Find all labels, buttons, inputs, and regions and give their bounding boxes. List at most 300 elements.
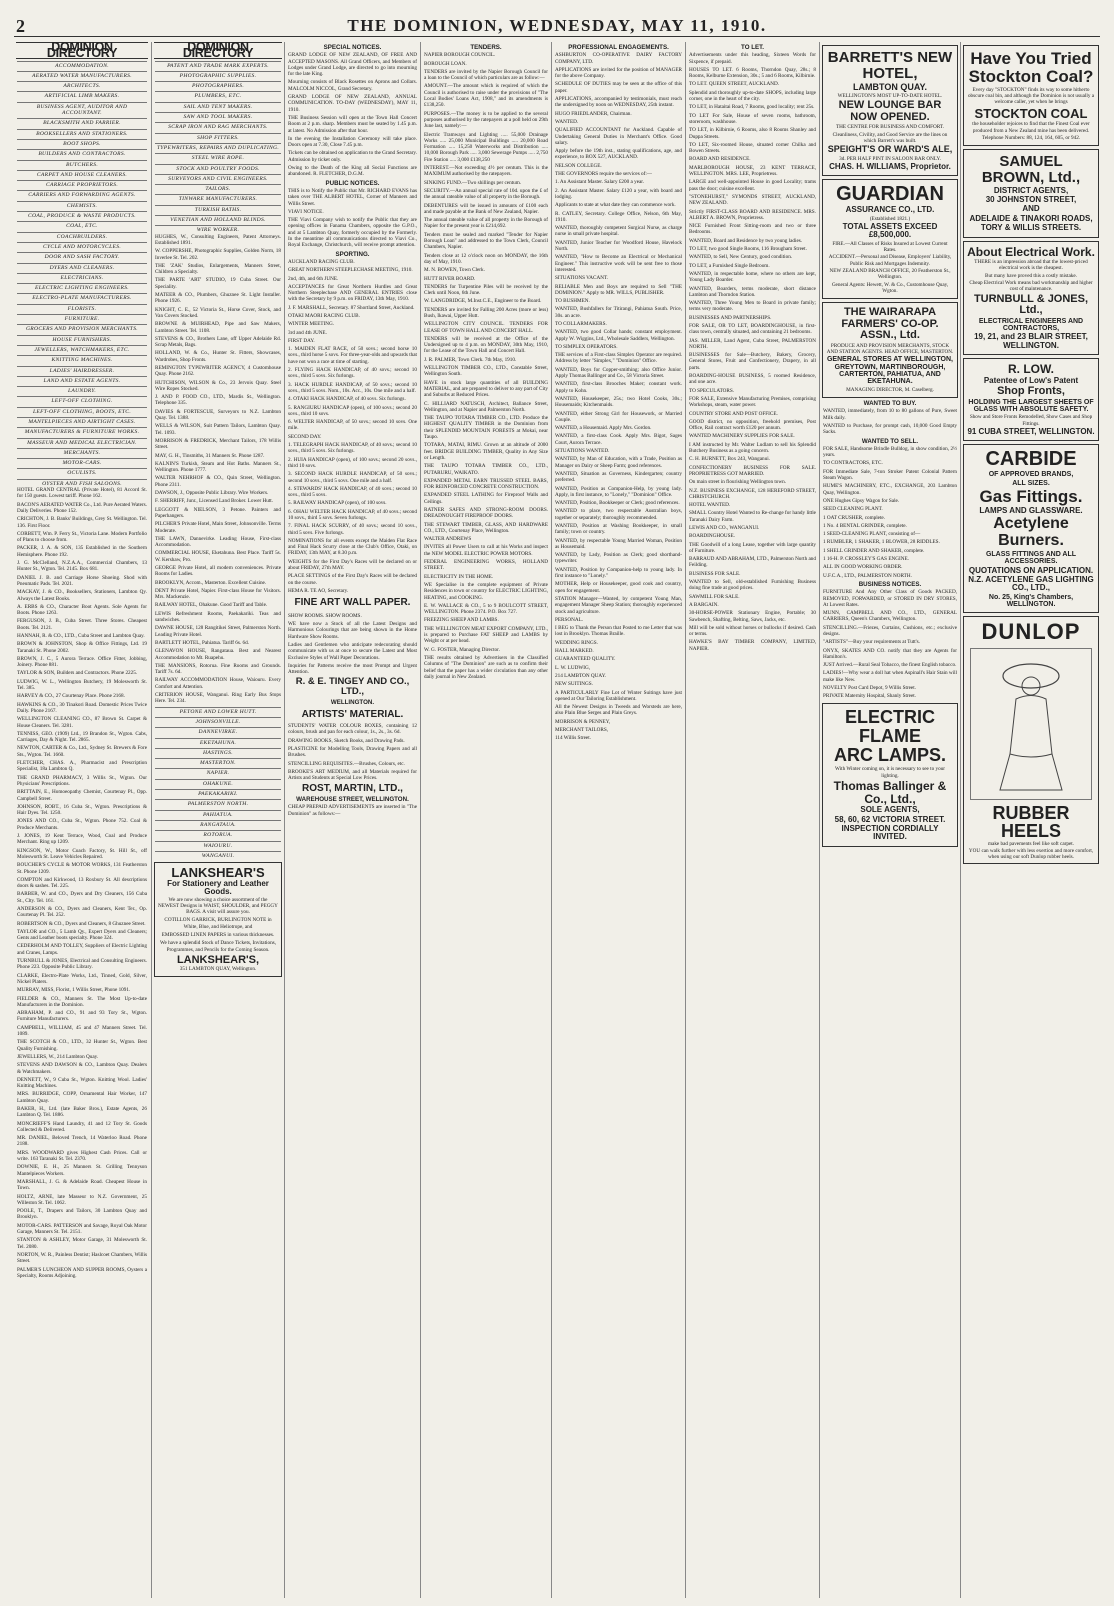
carbide-line: CARBIDE [985, 448, 1077, 471]
low-line: 91 CUBA STREET, WELLINGTON. [967, 427, 1095, 437]
tender-paragraph: M. N. BOWEN, Town Clerk. [424, 267, 485, 274]
directory-category: PLUMBERS, ETC. [155, 91, 281, 99]
directory-listing: BROWNE & MUIRHEAD, Pipe and Saw Makers, Lambton Street. Tel. 1108. [155, 321, 281, 334]
engagement-paragraph: TO BUSHMEN. [555, 298, 590, 305]
directory-category: DOOR AND SASH FACTORY. [17, 252, 147, 260]
tender-paragraph: WELLINGTON CITY COUNCIL. TENDERS FOR LEASE OF TOWN HALL AND CONCERT HALL. [424, 321, 548, 334]
carbide-line: No. 25, King's Chambers, WELLINGTON. [988, 593, 1074, 609]
town-section: OHAKUNE. [155, 779, 281, 787]
engagement-paragraph: TO COLLARMAKERS. [555, 320, 607, 327]
column-notices [284, 42, 420, 1598]
special-notice: In the evening the Installation Ceremony will take place. Doors open at 7.30, Close 7.45 p.m. [288, 135, 417, 149]
directory-listing: THE MANSIONS, Rotorua. Fine Rooms and Grounds. Tariff 7s. 6d. [155, 662, 281, 676]
special-notices-title: SPECIAL NOTICES. [323, 44, 382, 51]
directory-listing: WELLS & WILSON, Suit Pattern Tailors, Lambton Quay. Tel. 1093. [155, 423, 281, 436]
masthead [14, 16, 1100, 37]
to-let-paragraph: BUSINESSES for Sale—Butchery, Bakery, Grocery, General Stores, Fruit and Confectionery, Drapery, in all parts. [689, 352, 816, 371]
to-let-title: TO LET. [741, 44, 764, 51]
directory-listing: RAILWAY HOTEL, Ohakune. Good Tariff and Table. [155, 602, 268, 609]
special-notice: GRAND LODGE OF NEW ZEALAND, OF FREE AND ACCEPTED MASONS. All Grand Officers, and Members of Lodges under Grand Lodge, are directed to go into mourning for the late King. [288, 52, 417, 78]
otaki-line: SECOND DAY. [288, 433, 322, 440]
directory-listing: THE LAWN, Dannevirke. Leading House, First-class Accommodation. [155, 535, 281, 549]
wairarapa-line: PRODUCE AND PROVISION MERCHANTS, STOCK AND STATION AGENTS. HEAD OFFICE, MASTERTON. [826, 342, 954, 356]
to-let-paragraph: Advertisements under this heading, Sixteen Words for Sixpence, if prepaid. [689, 52, 816, 65]
directory-listing: ANDERSON & CO., Dyers and Cleaners, Kent Ter., Op. Courtenay Pl. Tel. 252. [17, 905, 147, 919]
tender-paragraph: The annual rateable value of all property in the Borough of Napier for the present year is £214,692. [424, 217, 548, 230]
directory-listing: ABRAHAM, P. and CO., 91 and 93 Tory St., Wgton. Furniture Manufacturers. [17, 1010, 147, 1023]
barretts-line: CHAS. H. WILLIAMS, Proprietor. [829, 161, 951, 171]
engagement-paragraph: TO SIMPLEX OPERATORS. [555, 343, 618, 350]
wanted-to-sell-item: 1 SEED-CLEANING PLANT, consisting of— [823, 531, 921, 538]
engagement-paragraph: HALL MARKED. [555, 648, 594, 655]
electric-flame-line: INSPECTION CORDIALLY INVITED. [841, 823, 939, 842]
lady-illustration [970, 648, 1092, 800]
directory-listing: HARVEY & CO., 27 Courtenay Place. Phone 2168. [17, 693, 125, 700]
special-notice: THE Business Session will open at the Town Hall Concert Room at 2 p.m. sharp. Members must be seated by 1.45 p.m. at latest. No Admission after that hour. [288, 114, 417, 134]
directory-listing: W. COPPERSHE, Photographic Supplies, Golden Norm, 18 Inverlee St. Tel. 202. [155, 248, 281, 261]
to-let-paragraph: TO SPECULATORS. [689, 387, 735, 394]
directory-listing: CEDERHOLM AND TOLLEY, Suppliers of Electric Lighting and Cranes, Lamps. [17, 943, 147, 956]
guardian-line: ASSURANCE CO., LTD. [845, 205, 935, 215]
directory-category: FLORISTS. [17, 304, 147, 312]
directory-listing: FLETCHER, CHAS. A., Pharmacist and Prescription Specialist, 18a Lambton Q. [17, 760, 147, 773]
to-let-paragraph: I AM instructed by Mr. Walter Ludlam to sell his Splendid Butchery Business as a going concern. [689, 441, 816, 455]
engagement-paragraph: NEW SUITINGS. [555, 681, 593, 688]
to-let-paragraph: THE Goodwill of a long Lease, together with large quantity of Furniture. [689, 541, 816, 554]
directory-listing: TENNISS, GEO. (1909) Ltd., 19 Brandon St., Wgton. Cabs, Carriages, Day & Night. Tel. 2865. [17, 730, 147, 744]
dunlop-title: DUNLOP [981, 619, 1081, 645]
directory-listing: MR. DANIEL, Beloved Trench, 14 Waterloo Road. Phone 2188. [17, 1135, 147, 1148]
business-notice: LADIES!—Why wear a doll hat when Aspinall's Hair Stain will make like New. [823, 670, 957, 683]
directory-category: TYPEWRITERS, REPAIRS AND DUPLICATING. [156, 144, 280, 151]
low-line: R. LOW. [1008, 362, 1054, 377]
directory-listings-2 [152, 234, 284, 705]
directory-categories-2 [152, 61, 284, 234]
tender-paragraph: RATNER SAFES AND STRONG-ROOM DOORS. DREADNOUGHT FIREPROOF DOORS. [424, 507, 548, 520]
wanted-to-buy-item: WANTED, immediately, from 10 to 80 gallons of Pure, Sweet Milk daily. [823, 408, 957, 421]
directory-listing: DOWNIE, E. H., 25 Manners St. Grilling Tennyson Mantelpieces Workers. [17, 1164, 147, 1177]
directory-category: BUILDERS AND CONTRACTORS. [17, 149, 147, 157]
engagement-paragraph: WANTED, first-class Brooches Maker; constant work. Apply to Kohn. [555, 381, 682, 394]
directory-listing: TURNBULL & JONES, Electrical and Consulting Engineers. Phone 223. Opposite Public Library. [17, 958, 147, 971]
directory-category: BUTCHERS. [17, 160, 147, 168]
tender-paragraph: SECURITY.—An annual special rate of 10d. upon the £ of the annual rateable value of all property in the Borough. [424, 187, 548, 201]
samuel-brown-ad [963, 149, 1099, 237]
engagement-paragraph: MORRISON & PENNEY, [555, 718, 611, 725]
directory-listing: DENT Private Hotel, Napier. First-class House for Visitors. Mrs. Mackenzie. [155, 587, 281, 601]
engagement-paragraph: APPLICATIONS are invited for the position of MANAGER for the above Company. [555, 66, 682, 80]
directory-listing: FERGUSON, J. B., Cuba Street. Three Stores. Cheapest Boots. Tel. 2121. [17, 618, 147, 631]
samuel-brown-line: AND [1022, 204, 1040, 214]
directory-category: SURVEYORS AND CIVIL ENGINEERS. [155, 174, 281, 182]
business-notice: "ARTISTS"—Buy your requirements at Tutt's. [823, 639, 920, 646]
directory-listing: HUTCHISON, WILSON & Co., 23 Jervois Quay. Steel Wire Ropes Stocked. [155, 379, 281, 392]
directory-listing: DAWSON, J., Opposite Public Library. Wire Workers. [155, 490, 269, 497]
engagement-paragraph: PERSONAL. [555, 616, 584, 623]
engagement-paragraph: WANTED, by respectable Young Married Woman, Position as Housemaid. [555, 537, 682, 550]
directory-listing: NORTON, W. R., Painless Dentist; Haslcoet Chambers, Willis Street. [17, 1251, 147, 1265]
lankshear-item: COTILLON GARRICK, BURLINGTON NOTE in White, Blue, and Heliotrope, and [164, 917, 272, 930]
directory-listing: J. AND P. FOOD CO., LTD., Mardis St., Wellington. Telephone 335. [155, 394, 281, 407]
stockton-coal-ad [963, 45, 1099, 146]
tender-paragraph: E. W. WALLACE & CO., 5 to 9 BOULCOTT STREET, WELLINGTON. Phone 2374. P.O. Box 727. [424, 602, 548, 616]
engagement-paragraph: 1. An Assistant Master. Salary £200 a year. [555, 179, 645, 186]
directory-category: COAL, PRODUCE & WASTE PRODUCTS. [17, 211, 147, 219]
tender-paragraph: W. LANGDRIDGE, M.Inst.C.E., Engineer to the Board. [424, 298, 542, 305]
tender-paragraph: HUTT RIVER BOARD. [424, 275, 476, 282]
directory-listing: MRS. BURRIDGE, COPP, Ornamental Hair Worker, 147 Lambton Quay. [17, 1091, 147, 1104]
engagement-paragraph: THE services of a First-class Simplex Operator are required. Address by letter "Simplex," "Dominion" Office. [555, 352, 682, 365]
engagement-paragraph: WANTED, a Housemaid. Apply Mrs. Gordon. [555, 425, 652, 432]
engagement-paragraph: MOTHER, Help or Housekeeper, good cook and country, open for engagement. [555, 581, 682, 594]
directory-category: PHOTOGRAPHIC SUPPLIES. [155, 71, 281, 79]
to-let-paragraph: CONFECTIONERY BUSINESS FOR SALE. PROPRIETRESS GOT MARRIED. [689, 464, 816, 477]
directory-listing: TAYLOR & SON, Builders and Contractors. Phone 2225. [17, 670, 138, 677]
samuel-brown-line: SAMUEL BROWN, Ltd., [981, 153, 1081, 186]
directory-category: TINWARE MANUFACTURERS. [155, 194, 281, 202]
engagement-paragraph: WANTED, Position, Bookkeeper or Clerk; good references. [555, 500, 680, 507]
to-let-paragraph: TO LET. QUEEN STREET, AUCKLAND. [689, 81, 780, 88]
tenders-title: TENDERS. [470, 44, 502, 51]
directory-listing: WALTER NEHRHOF & CO., Quin Street, Wellington. Phone 2311. [155, 475, 281, 488]
otaki-line: 2. HUIA HANDICAP (open), of 100 sovs.; second 20 sovs., third 10 sovs. [288, 456, 417, 469]
directory-listing: KALNIN'S Turkish, Steam and Hot Baths. Manners St., Wellington. Phone 1777. [155, 460, 281, 474]
engagement-paragraph: WANTED, thoroughly competent Surgical Nurse, as charge nurse in small private hospital. [555, 225, 682, 238]
fine-art-title: FINE ART WALL PAPER. [294, 597, 411, 609]
directory-listing: LUDWIG, W. L., Wellington Butchery, 19 Molesworth St. Tel. 385. [17, 678, 147, 692]
otaki-line: 4. OTAKI HACK HANDICAP, of 40 sovs. Six furlongs. [288, 396, 406, 403]
directory-category: LAND AND ESTATE AGENTS. [17, 376, 147, 384]
tender-paragraph: AMOUNT.—The amount which is required of which the Council is authorised to raise under the provisions of "The Local Bodies' Loans Act, 1908," and its amendments is £138,250. [424, 83, 548, 109]
engagement-paragraph: WANTED to place, two respectable Australian boys, together or separately; thoroughly recommended. [555, 508, 682, 521]
lankshear-tagline: For Stationery and Leather Goods. [167, 878, 269, 897]
guardian-assurance-ad [822, 179, 958, 299]
special-notice: Mourning consists of Black Rosettes on Aprons and Collars. MALCOLM NICCOL, Grand Secretary. [288, 79, 417, 92]
directory-category: AERATED WATER MANUFACTURERS. [17, 71, 147, 79]
electrical-line: TURNBULL & JONES, Ltd., [973, 292, 1089, 317]
directory-listing: CORBETT, Wm. P. Ferry St., Victoria Lane. Modern Portfolio of Plans to choose from. [17, 530, 147, 544]
directory-listing: MORRISON & FREDRICK, Merchant Tailors, 178 Willis Street. [155, 437, 281, 451]
guardian-line: FIRE.—All Classes of Risks Insured at Lowest Current Rates. [832, 240, 948, 254]
column-to-let [685, 42, 819, 1598]
directory-category: SHOP FITTERS. [155, 133, 281, 141]
tender-paragraph: THE TAUPO TOTARA TIMBER CO., LTD. Produce the HIGHEST QUALITY TIMBER in the Dominion from their SPLENDID MOUNTAIN FORESTS at Mokai, near Taupo. [424, 415, 548, 441]
otaki-line: PLACE SETTINGS of the First Day's Races will be declared on the course. [288, 573, 417, 586]
to-let-paragraph: COUNTRY STORE AND POST OFFICE. [689, 410, 778, 417]
professional-title: PROFESSIONAL ENGAGEMENTS. [568, 44, 669, 51]
carbide-ad [963, 444, 1099, 613]
directory-category: BOOT SHOPS. [17, 139, 147, 147]
directory-listing: PALMER'S LUNCHEON AND SUPPER ROOMS, Oysters a Specialty, Rooms Adjoining. [17, 1266, 147, 1279]
directory-category: LEFT-OFF CLOTHING. [17, 396, 147, 404]
engagement-paragraph: 2. An Assistant Master. Salary £120 a year, with board and lodging. [555, 187, 682, 200]
special-notice: Tickets can be obtained on application to the Grand Secretary. Admission by ticket only. [288, 150, 417, 163]
directory-listing: MONCRIEFF'S Hand Laundry, 41 and 12 Tory St. Goods Collected & Delivered. [17, 1120, 147, 1133]
auckland-line: J. F. MARSHALL, Secretary. 87 Shortland Street, Auckland. [288, 304, 415, 311]
electrical-line: ELECTRICAL ENGINEERS AND CONTRACTORS, [978, 317, 1084, 333]
otaki-line: 3. SECOND HACK HURDLE HANDICAP, of 50 sovs.; second 10 sovs., third 5 sovs. One mile and a half. [288, 471, 417, 484]
special-notices [285, 52, 420, 177]
tender-paragraph: INVITES all Power Users to call at his Works and inspect the NEW MODEL ELECTRIC POWER MOTORS. [424, 544, 548, 557]
directory-category: PHOTOGRAPHERS. [155, 81, 281, 89]
otaki-line: OTAKI MAORI RACING CLUB. [288, 312, 360, 319]
engagement-paragraph: All the Newest Designs in Tweeds and Worsteds are here, also Plain Blue Serges and Plain Greys. [555, 704, 682, 717]
business-notice: MUNN, CAMPBELL AND CO., LTD., GENERAL CARRIERS, Queen's Chambers, Wellington. [823, 610, 957, 623]
auckland-line: 2nd, 4th, and 6th JUNE. [288, 275, 339, 282]
business-notices-text [820, 589, 960, 699]
engagement-paragraph: L. W. LUDWIG, [555, 664, 591, 671]
engagement-paragraph: WANTED, by Lady, Position as Clerk; good shorthand-typewriter. [555, 552, 682, 565]
tenders-text [421, 52, 551, 680]
tingey-city: WELLINGTON. [330, 699, 375, 707]
directory-listing: BRITTAIN, E., Homoeopathy Chemist, Courtenay Pl., Opp. Campbell Street. [17, 789, 147, 802]
barretts-line: SPEIGHT'S OR WARD'S ALE, [827, 144, 953, 155]
directory-listing: GLENAVON HOUSE, Rangataua. Best and Nearest Accommodation to Mt. Ruapehu. [155, 648, 281, 661]
town-section: WANGANUI. [155, 851, 281, 859]
directory-listing: THE PARTE 'ART' STUDIO, 19 Cuba Street. Our Speciality. [155, 277, 281, 290]
low-line: Show and Store Fronts Remodelled, Show Cases and Shop Fittings. [969, 414, 1093, 427]
business-notice: JUST Arrived.—Rural Seal Tobacco, the finest English tobacco. [823, 662, 957, 669]
stockton-line: Have You Tried Stockton Coal? [968, 49, 1094, 86]
otaki-line: 1. TELEGRAPH HACK HANDICAP, of 40 sovs.; second 10 sovs., third 5 sovs. Six furlongs. [288, 442, 417, 455]
directory-category: MOTOR-CARS. [17, 458, 147, 466]
engagement-paragraph: 214 LAMBTON QUAY. [555, 672, 607, 679]
samuel-brown-line: 30 JOHNSTON STREET, [985, 195, 1077, 204]
directory-listing: CAMPBELL, WILLIAM, 45 and 47 Manners Street. Tel. 1089. [17, 1024, 147, 1038]
otaki-line: HEMA R. TE AO, Secretary. [288, 587, 349, 594]
tender-paragraph: Tenders must be sealed and marked "Tender for Napier Borough Loan" and addressed to the Town Clerk, Council Chambers, Napier. [424, 231, 548, 251]
to-let-paragraph: FOR SALE, OR TO LET, BOARDINGHOUSE, in first-class town, centrally situated, and containing 21 bedrooms. [689, 322, 816, 336]
tender-paragraph: ELECTRICITY IN THE HOME. [424, 573, 494, 580]
samuel-brown-line: DISTRICT AGENTS, [993, 185, 1069, 195]
to-let-paragraph: WANTED, to Sell, New Century, good condition. [689, 254, 793, 261]
to-let-paragraph: BOARDINGHOUSE. [689, 533, 735, 540]
directory-listing: MATEER & CO., Plumbers, Ghuznee St. Light Installer. Phone 1926. [155, 292, 281, 305]
directory-listing: THE GRAND PHARMACY, 3 Willis St., Wgton. Our Physicians' Prescriptions. [17, 774, 147, 787]
town-section: RANGATAUA. [155, 820, 281, 828]
artists-line: BROOKE'S ART MEDIUM, and all Materials required for Artists and Students at Special Low Prices. [288, 768, 417, 782]
directory-category: BOOKSELLERS AND STATIONERS. [17, 129, 147, 137]
engagement-paragraph: APPLICATIONS, accompanied by testimonials, must reach the undersigned by noon on WEDNESDAY, 25th instant. [555, 96, 682, 109]
to-let-paragraph: BUSINESS FOR SALE. [689, 570, 741, 577]
wanted-to-sell-item: ONE Hughes Gipsy Wagon for Sale. [823, 497, 900, 504]
newspaper-title: THE DOMINION, WEDNESDAY, MAY 11, 1910. [347, 16, 767, 35]
directory-categories [14, 61, 150, 487]
carbide-line: ALL SIZES. [1012, 479, 1050, 487]
guardian-line: GUARDIAN [836, 183, 944, 206]
directory-category: MANUFACTURERS & FURNITURE WORKS. [17, 427, 147, 435]
lankshear-items [158, 897, 278, 953]
otaki-line: FIRST DAY. [288, 337, 315, 344]
directory-category: WIRE WORKER. [155, 225, 281, 233]
barretts-line: WELLINGTON'S MOST UP-TO-DATE HOTEL. [837, 92, 943, 99]
engagement-paragraph: QUALIFIED ACCOUNTANT for Auckland. Capable of Undertaking General Duties in Merchant's Office. Good salary. [555, 127, 682, 146]
to-let-paragraph: BUSINESSES AND PARTNERSHIPS. [689, 314, 772, 321]
engagement-paragraph: WANTED, either Strong Girl for Housework, or Married Couple. [555, 410, 682, 423]
engagement-paragraph: 114 Willis Street. [555, 735, 591, 742]
engagement-paragraph: GUARANTEED QUALITY. [555, 656, 616, 663]
business-notice: STENCILLING.—Friezes, Curtains, Cushions, etc.; exclusive designs. [823, 624, 957, 637]
town-section: PAHIATUA. [155, 810, 281, 818]
engagement-paragraph: SITUATIONS WANTED. [555, 448, 610, 455]
column-advertisements [819, 42, 960, 1598]
lady-figure-icon [986, 654, 1076, 794]
directory-category: SCRAP IRON AND RAG MERCHANTS. [155, 122, 281, 130]
tender-paragraph: THE STEWART TIMBER, GLASS, AND HARDWARE CO., LTD., Courtenay Place, Wellington. [424, 521, 548, 534]
to-let-paragraph: BARRAUD AND ABRAHAM, LTD., Palmerston North and Feilding. [689, 556, 816, 569]
barretts-line: 3d. PER HALF PINT IN SALOON BAR ONLY. [839, 155, 941, 162]
directory-category: CARRIERS AND FORWARDING AGENTS. [17, 190, 147, 198]
directory-listing: BOUCHER'S CYCLE & MOTOR WORKS, 131 Featherston St. Phone 1209. [17, 862, 147, 875]
carbide-line: Gas Fittings. [979, 487, 1083, 507]
public-notices [285, 188, 420, 249]
guardian-line: TOTAL ASSETS EXCEED £8,500,000. [842, 222, 938, 240]
tender-paragraph: DEBENTURES will be issued in amounts of £100 each and made payable at the Bank of New Zealand, Napier. [424, 202, 548, 215]
directory-listing: THE 'ZAK' Studios, Enlargements, Manners Street, Children a Specialty. [155, 262, 281, 276]
lankshear-footer: LANKSHEAR'S, [176, 953, 260, 966]
engagement-paragraph: WANTED, two good Collar hands; constant employment. Apply W. Wiggins, Ltd., Wholesale Saddlers, Wellington. [555, 329, 682, 342]
directory-category: CYCLE AND MOTORCYCLES. [17, 242, 147, 250]
public-notice: THIS is to Notify the Public that Mr. RICHARD EVANS has taken over THE ALBERT HOTEL, Corner of Manners and Willis Street. [288, 187, 417, 207]
to-let-paragraph: NICE Furnished Front Sitting-room and two or three Bedrooms. [689, 223, 816, 236]
tender-paragraph: TENDERS are invited for Falling 200 Acres (more or less) Bush, Ikawai, Upper Hutt. [424, 306, 548, 319]
directory-category: KNITTING MACHINES. [17, 355, 147, 363]
stockton-line: Telephone Numbers: 88, 124, 164, 605, or 942. [981, 134, 1081, 141]
carbide-line: GLASS FITTINGS AND ALL ACCESSORIES. [985, 550, 1077, 566]
carbide-line: QUOTATIONS ON APPLICATION. [968, 565, 1094, 575]
engagement-paragraph: R. CATLEY, Secretary. College Office, Nelson, 6th May, 1910. [555, 210, 682, 223]
to-let-paragraph: HOTEL WANTED. [689, 502, 731, 509]
electric-flame-ad [822, 703, 958, 847]
wanted-to-sell-item: 1 No. 4 BENTAL GRINDER, complete. [823, 522, 907, 529]
directory-listing: RAILWAY ACCOMMODATION House, Waiouru. Every Comfort and Attention. [155, 677, 281, 690]
low-line: Shop Fronts, [997, 385, 1065, 398]
otaki-line: 5. RAILWAY HANDICAP (open), of 100 sovs. [288, 500, 387, 507]
tender-paragraph: PURPOSES.—The money is to be applied to the several purposes authorised by the ratepayers at a poll held on 29th June last, namely:— [424, 110, 548, 130]
directory-listing: HOLLAND, W. & Co., Hunter St. Fitters, Showcases, Wardrobes, Shop Fronts. [155, 350, 281, 363]
tender-paragraph: SINKING FUND.—Two shillings per centum. [424, 179, 522, 186]
wanted-to-sell-text [820, 446, 960, 579]
directory-listing: MRS. WOODWARD gives Highest Cash Prices. Call or write. 163 Taranaki St. Tel. 2370. [17, 1149, 147, 1163]
directory-listing: CRITERION HOUSE, Wanganui. Ring Early Bus Stops Here. Tel. 234. [155, 692, 281, 705]
directory-listing: A. ERBS & CO., Character Boot Agents. Sole Agents for Boots. Phone 1263. [17, 603, 147, 617]
otaki-line: 3. HACK HURDLE HANDICAP, of 50 sovs.; second 10 sovs., third 5 sovs. Nom., 10s. Acc., 10s. One mile and a half. [288, 381, 417, 394]
carbide-line: LAMPS AND GLASSWARE. [979, 505, 1083, 515]
directory-listing: KNIGHT, C. E., 52 Victoria St., Horse Cover, Stock, and Van Covers Stocked. [155, 306, 281, 319]
wairarapa-farmers-ad [822, 302, 958, 398]
business-notice: NOVELTY Post Card Depot, 9 Willis Street. [823, 685, 916, 692]
tender-paragraph: FEDERAL ENGINEERING WORKS, HOLLAND STREET. [424, 559, 548, 572]
dunlop-line-2: YOU can walk further with less exertion and more comfort, when using our soft Dunlop rubber heels. [968, 847, 1094, 860]
directory-header-2: DOMINION DIRECTORY [154, 42, 282, 59]
barretts-line: NEW LOUNGE BAR NOW OPENED. [838, 99, 942, 123]
wanted-to-sell-item: 1 16-H. P. CROSSLEY'S GAS ENGINE. [823, 556, 909, 563]
stockton-line: Every day "STOCKTON" finds its way to some hitherto obscure coal bin, and although the Dominion is not usually a welcome caller, yet when he brings [967, 86, 1095, 106]
tender-paragraph: W. G. FOSTER, Managing Director. [424, 646, 500, 653]
stockton-line: STOCKTON COAL [974, 105, 1088, 121]
engagement-paragraph: RELIABLE Men and Boys are required to Sell "THE DOMINION." Apply to MR. WILLS, PUBLISHER. [555, 283, 682, 296]
low-line: HOLDING THE LARGEST SHEETS OF GLASS WITH ABSOLUTE SAFETY. [968, 398, 1094, 414]
tingey-name: R. & E. TINGEY AND CO., LTD., [295, 676, 410, 698]
town-section: HASTINGS. [155, 748, 281, 756]
directory-listing: J. G. McClelland, N.Z.A.A., Commercial Chambers, 13 Hunter St., Wgton. Tel. 2145. Box 681. [17, 560, 147, 573]
directory-listing: BARTLETT HOTEL, Pahiatua. Tariff 6s. 6d. [155, 639, 249, 646]
directory-listing: DANIEL J. B. and Carriage Horse Shoeing. Shod with Pneumatic Pads. Tel. 2021. [17, 574, 147, 587]
business-notice: PRIVATE Maternity Hospital, Shanly Street. [823, 693, 916, 700]
engagement-paragraph: WANTED, "How to Become an Electrical or Mechanical Engineer." This instructive work will be sent free to those interested. [555, 254, 682, 273]
otaki-line: 7. FINAL HACK SCURRY, of 40 sovs.; second 10 sovs., third 5 sovs. Five furlongs. [288, 523, 417, 536]
auckland-line: GREAT NORTHERN STEEPLECHASE MEETING, 1910. [288, 267, 413, 274]
to-let-paragraph: LARGE and well-appointed House in good Locality; trams pass the door; cuisine excellent. [689, 179, 816, 192]
to-let-paragraph: SAWMILL FOR SALE. [689, 593, 740, 600]
artists-line: DRAWING BOOKS, Sketch Books, and Drawing Pads. [288, 737, 405, 744]
directory-category: LAUNDRY. [17, 386, 147, 394]
directory-listing: FIELDER & CO., Manners St. The Most Up-to-date Manufacturers in the Dominion. [17, 995, 147, 1008]
engagement-paragraph: WANTED, Situation as Governess, Kindergarten; country preferred. [555, 470, 682, 484]
directory-category: TAILORS. [155, 184, 281, 192]
directory-listing: WELLINGTON CLEANING CO., 87 Brown St. Carpet & House Cleaners. Tel. 3281. [17, 716, 147, 729]
to-let-paragraph: Strictly FIRST-CLASS BOARD AND RESIDENCE. MRS. ALBERT A. BROWN, Proprietress. [689, 208, 816, 221]
town-section: PAEKAKARIKI. [155, 789, 281, 797]
directory-category: LADIES' HAIRDRESSER. [17, 366, 147, 374]
directory-category: STOCK AND POULTRY FOODS. [155, 164, 281, 172]
engagement-paragraph: THE GOVERNORS require the services of:— [555, 171, 652, 178]
engagement-paragraph: Apply before the 19th inst., stating qualifications, age, and experience, to BOX 527, AUCKLAND. [555, 148, 682, 161]
otaki-line: 6. WELTER HANDICAP, of 50 sovs.; second 10 sovs. One mile. [288, 419, 417, 432]
directory-category: ELECTRIC LIGHTING ENGINEERS. [17, 283, 147, 291]
directory-listing: STANTON & ASHLEY, Motor Garage, 31 Molesworth St. Tel. 2080. [17, 1237, 147, 1250]
rubber-heels-title: RUBBER HEELS [992, 802, 1070, 842]
directory-listing: MURRAY, MISS, Florist, 1 Willis Street, Phone 1091. [17, 987, 131, 994]
electrical-work-ad [963, 241, 1099, 356]
directory-listing: ROBERTSON & CO., Dyers and Cleaners, 8 Ghuznee Street. [17, 920, 146, 927]
directory-listing: DAVIES & FORTESCUE, Surveyors to N.Z. Lambton Quay. Tel. 1388. [155, 408, 281, 422]
town-section: ROTORUA. [155, 830, 281, 838]
engagement-paragraph: WANTED, Position by Companion-help to young lady. In first instance to "Lonely." [555, 566, 682, 580]
tender-paragraph: THE results obtained by Advertisers in the Classified Columns of "The Dominion" are such as to confirm their belief that the paper has a wider circulation than any other daily journal in New Zealand. [424, 654, 548, 680]
town-section: DANNEVIRKE. [155, 727, 281, 735]
directory-category: CARRIAGE PROPRIETORS. [17, 180, 147, 188]
directory-listing: THE SCOTCH & CO., LTD., 32 Hunter St., Wgton. Best Quality Furnishing. [17, 1039, 147, 1052]
public-notice: THE Viavi Company wish to notify the Public that they are opening offices in Fanama Chambers, opposite the G.P.O., and at 5 Lambton Quay, formerly occupied by the Formerly. In the meantime all communications directed to Viavi Co., Royal Exchange, Christchurch, will receive prompt attention. [288, 217, 417, 249]
tender-paragraph: EXPANDED STEEL LATHING for Fireproof Walls and Ceilings. [424, 492, 548, 505]
auckland-line: ACCEPTANCES for Great Northern Hurdles and Great Northern Steeplechase AND GENERAL ENTRIES close with the Secretary by 9 p.m. on FRIDAY, 13th May, 1910. [288, 283, 417, 303]
to-let-paragraph: Splendid and thoroughly up-to-date SHOPS, including large corner, one in the heart of the city. [689, 89, 816, 103]
guardian-line: ACCIDENT.—Personal and Disease, Employers' Liability, Public Risk and Mortgages Indemnity. [828, 254, 952, 267]
directory-listing: COMPTON and Kirkwood, 13 Roxbury St. All descriptions doors & sashes. Tel. 225. [17, 876, 147, 890]
artists-line: PLASTICINE for Modelling Tools, Drawing Papers and all Brushes. [288, 746, 417, 759]
artists-title: ARTISTS' MATERIAL. [301, 708, 404, 720]
engagement-paragraph: MERCHANT TAILORS, [555, 727, 609, 734]
directory-category: MASSEUR AND MEDICAL ELECTRICIAN. [17, 438, 147, 446]
otaki-line: 1. MAIDEN FLAT RACE, of 50 sovs.; second horse 10 sovs., third horse 5 sovs. For three-year-olds and upwards that have not won a race at time of starting. [288, 346, 417, 365]
wanted-to-sell-item: ALL IN GOOD WORKING ORDER. [823, 564, 903, 571]
electric-flame-line: ELECTRIC FLAME [845, 706, 935, 746]
business-notice: ONYX, SKATES AND CO. notify that they are Agents for Hamilton's. [823, 647, 957, 660]
wanted-to-sell-title: WANTED TO SELL. [861, 437, 919, 445]
to-let-paragraph: WANTED, Board and Residence by two young ladies. [689, 237, 803, 244]
wairarapa-line: THE WAIRARAPA FARMERS' CO-OP. ASSN., Ltd. [841, 306, 939, 342]
directory-category: HOUSE FURNISHERS. [17, 335, 147, 343]
to-let-paragraph: WANTED to Sell, old-established Furnishing Business doing fine trade at good prices. [689, 579, 816, 592]
directory-listing: JONES AND CO., Cuba St., Wgton. Phone 752. Coal & Produce Merchants. [17, 818, 147, 831]
directory-listing: LEGGOTT & NIELSON, 3 Petone. Painters and Paperhangers. [155, 506, 281, 519]
tender-paragraph: EXPANDED METAL EARN TRUSSED STEEL BARS, FOR REINFORCED CONCRETE CONSTRUCTION. [424, 477, 548, 491]
directory-listing: STEVENS & CO., Brothers Lane, off Upper Adelaide Rd. Scrap Metals, Bags. [155, 335, 281, 349]
business-notice: FURNITURE And Any Other Class of Goods PACKED, REMOVED, FORWARDED, or STORED IN DRY STORES, At Lowest Rates. [823, 589, 957, 608]
to-let-paragraph: N.Z. BUSINESS EXCHANGE, 128 HEREFORD STREET, CHRISTCHURCH. [689, 487, 816, 500]
fine-art-line: Inquiries for Patterns receive the most Prompt and Urgent Attention. [288, 662, 417, 676]
